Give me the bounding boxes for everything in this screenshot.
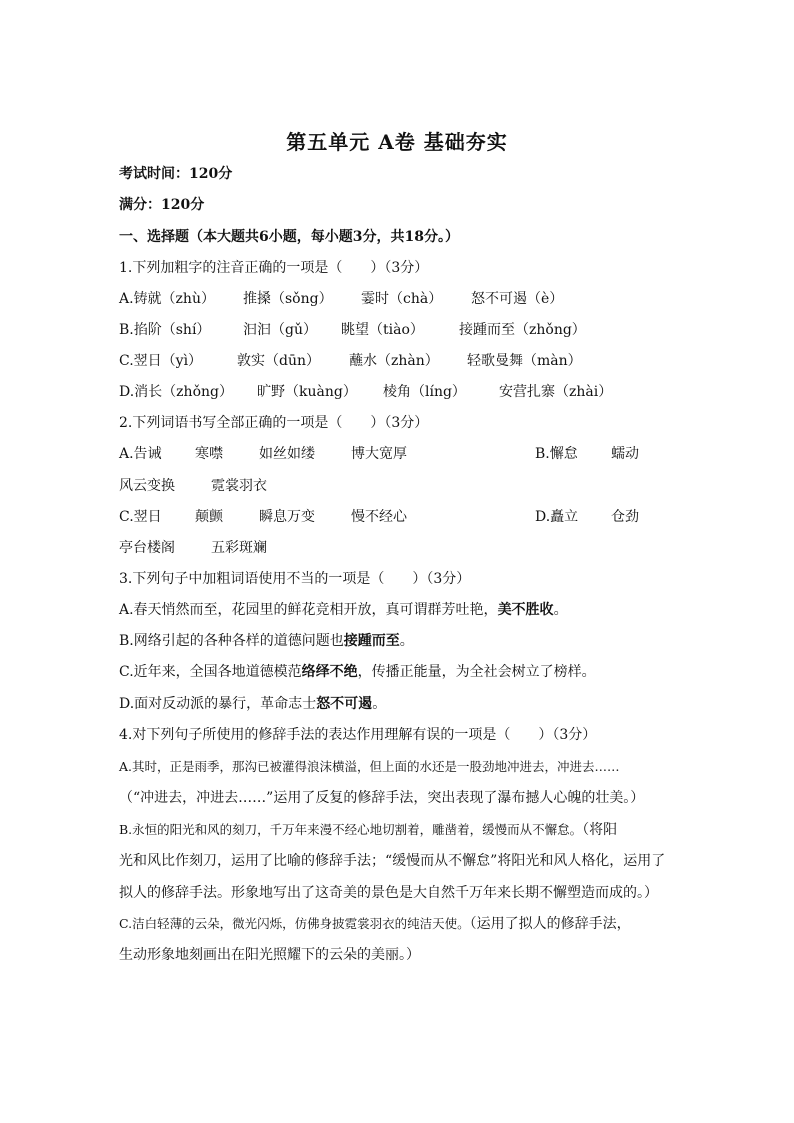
section-heading: 一、选择题（本大题共6小题，每小题3分，共18分。） bbox=[119, 229, 459, 245]
option-text: 汩汩（gǔ） bbox=[243, 322, 317, 338]
option-text: 轻歌曼舞（màn） bbox=[467, 353, 582, 369]
option-text: 蠕动 bbox=[611, 446, 639, 462]
bold-phrase: 怒不可遏 bbox=[316, 696, 373, 712]
quote-text: B.永恒的阳光和风的刻刀，千万年来漫不经心地切割着，雕凿着，缓慢而从不懈怠。 bbox=[119, 822, 583, 837]
option-text: 眺望（tiào） bbox=[341, 322, 424, 338]
sentence-text: C.近年来，全国各地道德模范 bbox=[119, 664, 302, 680]
note-text: （运用了拟人的修辞手法， bbox=[469, 916, 631, 932]
q4-option-b-line-1 bbox=[119, 820, 617, 840]
q4-option-a-note: （“冲进去，冲进去……”运用了反复的修辞手法，突出表现了瀑布撼人心魄的壮美。） bbox=[119, 790, 645, 806]
option-text: 如丝如缕 bbox=[259, 446, 315, 462]
sentence-text: A.春天悄然而至，花园里的鲜花竞相开放，真可谓群芳吐艳， bbox=[119, 602, 498, 618]
option-text: D.消长（zhǒng） bbox=[119, 384, 233, 400]
option-text: 旷野（kuàng） bbox=[257, 384, 357, 400]
sentence-text: D.面对反动派的暴行，革命志士 bbox=[119, 696, 317, 712]
option-text: 亭台楼阁 bbox=[119, 540, 175, 556]
option-text: 颠颤 bbox=[195, 509, 223, 525]
option-text: 寒噤 bbox=[195, 446, 223, 462]
option-text: B.懈怠 bbox=[535, 446, 578, 462]
option-text: 风云变换 bbox=[119, 478, 175, 494]
sentence-text: 。 bbox=[399, 633, 414, 649]
q4-option-c-line-2: 生动形象地刻画出在阳光照耀下的云朵的美丽。） bbox=[119, 947, 420, 963]
question-3-stem: 3.下列句子中加粗词语使用不当的一项是（ ）（3分） bbox=[119, 571, 471, 587]
option-text: 霎时（chà） bbox=[361, 291, 443, 307]
option-text: 蘸水（zhàn） bbox=[349, 353, 439, 369]
sentence-text: 。 bbox=[372, 696, 387, 712]
option-text: 推搡（sǒng） bbox=[243, 291, 333, 307]
bold-phrase: 络绎不绝 bbox=[301, 664, 358, 680]
sentence-text: ，传播正能量，为全社会树立了榜样。 bbox=[357, 664, 596, 680]
quote-text: C.洁白轻薄的云朵，微光闪烁，仿佛身披霓裳羽衣的纯洁天使。 bbox=[119, 916, 470, 931]
question-4-stem: 4.对下列句子所使用的修辞手法的表达作用理解有误的一项是（ ）（3分） bbox=[119, 727, 597, 743]
option-text: 敦实（dūn） bbox=[237, 353, 320, 369]
q4-option-b-line-3: 拟人的修辞手法。形象地写出了这奇美的景色是大自然千万年来长期不懈塑造而成的。） bbox=[119, 885, 658, 901]
option-text: 瞬息万变 bbox=[259, 509, 315, 525]
question-1-stem: 1.下列加粗字的注音正确的一项是（ ）（3分） bbox=[119, 260, 429, 276]
option-text: A.铸就（zhù） bbox=[119, 291, 215, 307]
question-2-stem: 2.下列词语书写全部正确的一项是（ ）（3分） bbox=[119, 415, 429, 431]
option-text: A.告诫 bbox=[119, 446, 162, 462]
option-text: 棱角（líng） bbox=[383, 384, 466, 400]
q3-option-c bbox=[119, 662, 596, 682]
option-text: 霓裳羽衣 bbox=[211, 478, 267, 494]
note-text: （将阳 bbox=[582, 822, 618, 838]
sentence-text: 。 bbox=[553, 602, 568, 618]
exam-time: 考试时间：120分 bbox=[119, 166, 233, 182]
option-text: D.矗立 bbox=[535, 509, 579, 525]
option-text: 仓劲 bbox=[611, 509, 639, 525]
sentence-text: B.网络引起的各种各样的道德问题也 bbox=[119, 633, 344, 649]
full-score: 满分：120分 bbox=[119, 197, 205, 213]
bold-phrase: 接踵而至 bbox=[343, 633, 400, 649]
q4-option-c-line-1 bbox=[119, 914, 631, 934]
q3-option-b bbox=[119, 631, 414, 651]
option-text: C.翌日 bbox=[119, 509, 162, 525]
q3-option-d bbox=[119, 694, 386, 714]
option-text: 慢不经心 bbox=[351, 509, 407, 525]
q3-option-a bbox=[119, 600, 568, 620]
page-title: 第五单元 A卷 基础夯实 bbox=[286, 130, 508, 154]
option-text: 安营扎寨（zhài） bbox=[499, 384, 613, 400]
option-text: C.翌日（yì） bbox=[119, 353, 203, 369]
option-text: 接踵而至（zhǒng） bbox=[459, 322, 586, 338]
option-text: B.掐阶（shí） bbox=[119, 322, 211, 338]
option-text: 五彩斑斓 bbox=[211, 540, 267, 556]
bold-phrase: 美不胜收 bbox=[497, 602, 554, 618]
q4-option-a-quote: A.其时，正是雨季，那沟已被灌得浪沫横溢，但上面的水还是一股劲地冲进去，冲进去…… bbox=[119, 759, 620, 774]
option-text: 博大宽厚 bbox=[351, 446, 407, 462]
option-text: 怒不可遏（è） bbox=[471, 291, 564, 307]
q4-option-b-line-2: 光和风比作刻刀，运用了比喻的修辞手法；“缓慢而从不懈怠”将阳光和风人格化，运用了 bbox=[119, 853, 666, 869]
